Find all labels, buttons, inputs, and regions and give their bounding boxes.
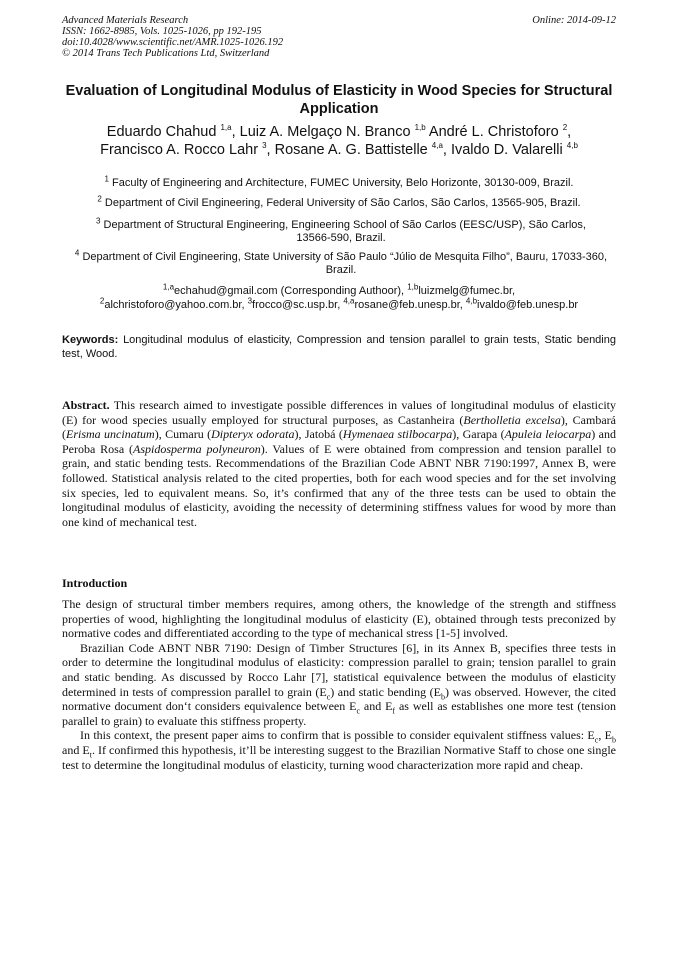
affiliation-1: [62, 174, 616, 190]
section-heading-introduction: Introduction: [62, 576, 128, 590]
author-name: Ivaldo D. Valarelli: [450, 142, 563, 158]
subscript: b: [612, 735, 616, 745]
species-name: Bertholletia excelsa: [463, 412, 561, 427]
abstract-text: ), Cambará (: [62, 412, 616, 442]
affiliation-text: Department of Structural Engineering, Engineering School of São Carlos (EESC/USP), São Carlos, 13566-590, Brazil.: [103, 219, 586, 244]
email-text: ivaldo@feb.unesp.br: [477, 299, 579, 311]
journal-name: Advanced Materials Research: [62, 15, 189, 26]
email-sup: 3: [247, 296, 253, 306]
affiliation-text: Faculty of Engineering and Architecture, FUMEC University, Belo Horizonte, 30130-009, Brazil.: [112, 177, 574, 189]
affiliation-sup: 2: [97, 194, 102, 204]
author-name: André L. Christoforo: [428, 124, 559, 140]
author-sup: 3: [262, 141, 267, 151]
subscript: t: [89, 750, 92, 760]
affiliation-4: [66, 248, 616, 277]
doi-line: doi:10.4028/www.scientific.net/AMR.1025-1026.192: [62, 37, 284, 48]
abstract-text: ), Cumaru (: [154, 427, 212, 442]
affiliation-sup: 3: [96, 216, 101, 226]
subscript: b: [440, 691, 445, 701]
abstract: [62, 398, 616, 529]
email-sup: 4,a: [343, 296, 355, 306]
email-sup: 1,b: [407, 282, 419, 292]
abstract-label: Abstract.: [62, 398, 110, 412]
subscript: c: [356, 706, 361, 716]
affiliation-text: Department of Civil Engineering, Federal University of São Carlos, São Carlos, 13565-905, Brazil.: [104, 197, 581, 209]
issn-line: ISSN: 1662-8985, Vols. 1025-1026, pp 192-195: [62, 26, 262, 37]
author-separator: ,: [231, 124, 240, 140]
affiliation-3: [86, 216, 596, 245]
species-name: Apuleia leiocarpa: [504, 427, 592, 442]
intro-paragraph-3: [62, 728, 616, 772]
species-name: Hymenaea stilbocarpa: [342, 427, 453, 442]
keywords-label: Keywords:: [62, 334, 119, 346]
email-text: luizmelg@fumec.br,: [418, 285, 516, 297]
email-sup: 4,b: [465, 296, 478, 306]
email-text: frocco@sc.usp.br,: [252, 299, 341, 311]
intro-text: , E: [598, 728, 612, 743]
email-sup: 1,a: [162, 282, 175, 292]
intro-text: ) was observed. However, the cited normative document don‘t considers equivalence between E: [62, 684, 616, 714]
author-name: Eduardo Chahud: [106, 124, 217, 140]
paper-title: Evaluation of Longitudinal Modulus of Elasticity in Wood Species for Structural Application: [65, 83, 613, 117]
species-name: Aspidosperma polyneuron: [133, 441, 261, 456]
email-sup: 2: [99, 296, 105, 306]
abstract-text: ). Values of E were obtained from compression and tension parallel to grain, and static bending tests. Recommendations of the Brazilian Code ABNT NBR 7190:1997, Annex B, were followed. Statistical analysis related to the cited properties, both for each wood species and for the set involving six species, led to equivalent means. So, it’s confirmed that any of the three tests can be used to obtain the longitudinal modulus of elasticity, avoiding the necessity of determining stiffness values for wood by more than one kind of mechanical test.: [62, 441, 616, 529]
affiliation-sup: 1: [104, 174, 109, 184]
intro-paragraph-2: [62, 641, 616, 729]
species-name: Erisma uncinatum: [66, 427, 155, 442]
intro-text: . If confirmed this hypothesis, it’ll be interesting suggest to the Brazilian Normative Staff to chose one single test to determine the longitudinal modulus of elasticity, turning wood characterization more rapid and cheap.: [62, 742, 616, 772]
journal-header: [62, 15, 616, 59]
intro-paragraph-1: The design of structural timber members requires, among others, the knowledge of the strength and stiffness properties of wood, highlighting the longitudinal modulus of elasticity (E), obtained through tests preconized by normative codes and differentiated according to the type of mechanical stress [1-5] involved.: [62, 597, 616, 641]
intro-text: ) and static bending (E: [330, 684, 441, 699]
keywords-text: Longitudinal modulus of elasticity, Compression and tension parallel to grain tests, Static bending test, Wood.: [62, 334, 616, 360]
intro-text: and E: [360, 699, 393, 714]
author-name: Francisco A. Rocco Lahr: [100, 142, 259, 158]
affiliation-sup: 4: [74, 248, 80, 258]
keywords: [62, 333, 616, 361]
email-text: alchristoforo@yahoo.com.br,: [104, 299, 245, 311]
author-sup: 2: [562, 123, 568, 133]
affiliation-text: Department of Civil Engineering, State University of São Paulo “Júlio de Mesquita Filho”, Bauru, 17033-360, Brazil.: [82, 251, 608, 276]
author-sup: 4,b: [566, 141, 578, 151]
online-date: Online: 2014-09-12: [532, 15, 616, 26]
intro-text: and E: [62, 742, 90, 757]
subscript: c: [594, 735, 599, 745]
author-separator: ,: [266, 142, 275, 158]
author-name: Rosane A. G. Battistelle: [274, 142, 428, 158]
author-name: Luiz A. Melgaço N. Branco: [239, 124, 411, 140]
abstract-text: ), Garapa (: [452, 427, 505, 442]
species-name: Dipteryx odorata: [211, 427, 295, 442]
author-list: [62, 123, 616, 159]
author-sup: 1,a: [220, 123, 232, 133]
abstract-text: ) and Peroba Rosa (: [62, 427, 616, 456]
intro-text: In this context, the present paper aims to confirm that is possible to consider equivalent stiffness values: E: [80, 728, 595, 743]
author-separator: ,: [442, 142, 451, 158]
email-text: rosane@feb.unesp.br,: [354, 299, 463, 311]
author-sup: 4,a: [431, 141, 443, 151]
author-separator: ,: [567, 124, 572, 140]
intro-text: Brazilian Code ABNT NBR 7190: Design of Timber Structures [6], in its Annex B, specifies three tests in order to determine the longitudinal modulus of elasticity: compression parallel to grain; tension parallel to grain and static bending. As discussed by Rocco Lahr [7], statistical equivalence between the modulus of elasticity determined in tests of compression parallel to grain (E: [62, 640, 616, 699]
introduction-body: [62, 597, 616, 772]
author-sup: 1,b: [414, 123, 426, 133]
subscript: f: [392, 706, 396, 716]
email-list: [62, 284, 616, 312]
email-text: echahud@gmail.com (Corresponding Authoor),: [174, 285, 405, 297]
abstract-text: ), Jatobá (: [294, 427, 343, 442]
affiliation-2: [62, 194, 616, 210]
subscript: c: [326, 691, 331, 701]
abstract-text: This research aimed to investigate possible differences in values of longitudinal modulus of elasticity (E) for wood species usually employed for structural purposes, as Castanheira (: [62, 398, 616, 427]
intro-text: as well as establishes one more test (tension parallel to grain) to evaluate this stiffness property.: [62, 699, 617, 728]
copyright-line: © 2014 Trans Tech Publications Ltd, Switzerland: [62, 48, 270, 59]
